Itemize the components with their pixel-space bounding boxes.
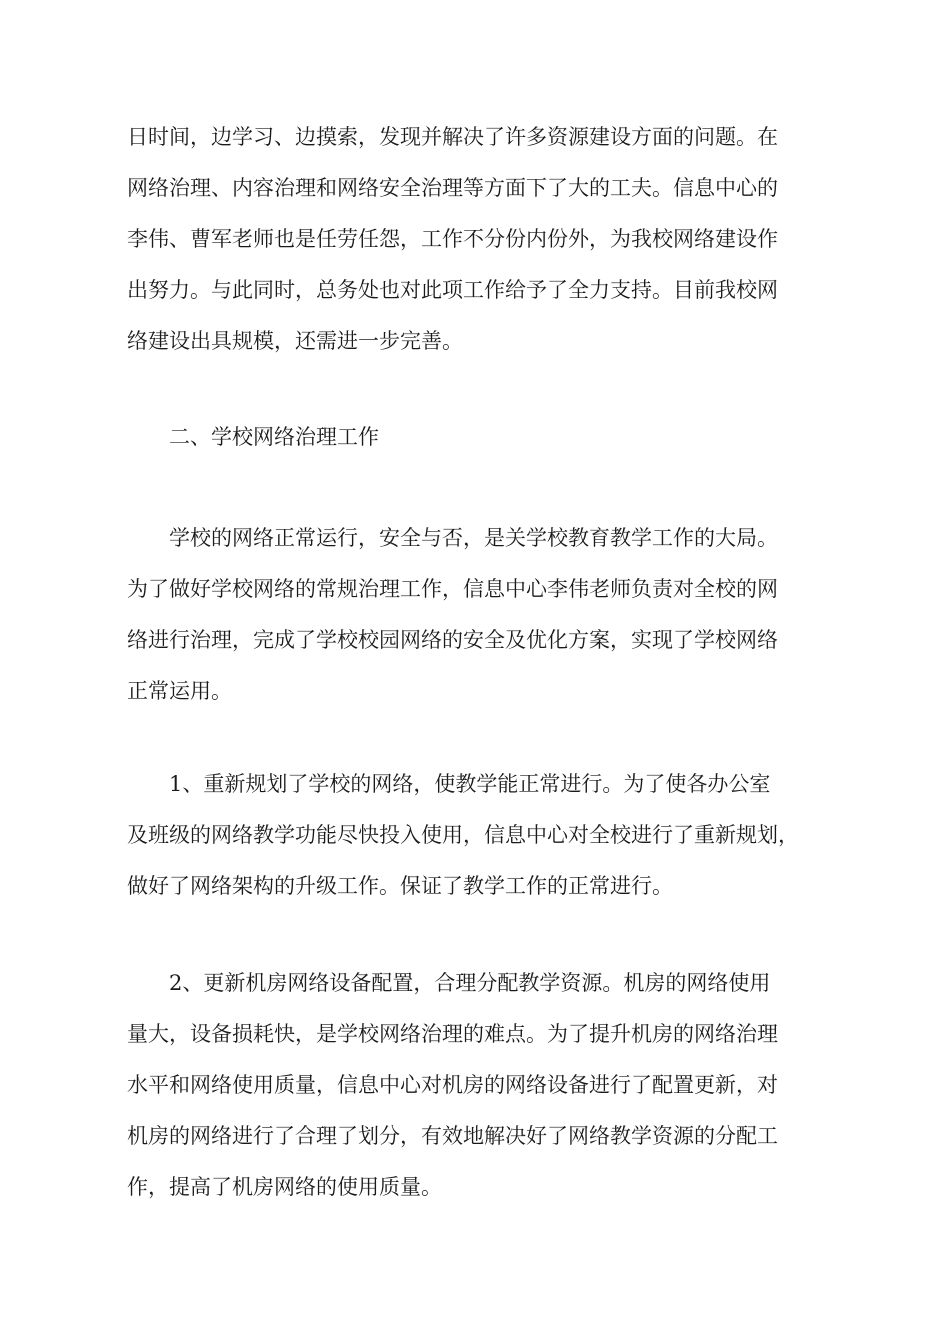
paragraph-network-building xyxy=(127,112,827,367)
text-line: 做好了网络架构的升级工作。保证了教学工作的正常进行。 xyxy=(127,874,673,898)
list-item-2-computer-lab-update xyxy=(127,958,827,1213)
text-line: 学校的网络正常运行，安全与否，是关学校教育教学工作的大局。 xyxy=(169,526,778,550)
text-line: 机房的网络进行了合理了划分，有效地解决好了网络教学资源的分配工 xyxy=(127,1124,778,1148)
paragraph-network-operation xyxy=(127,513,827,717)
text-line: 日时间，边学习、边摸索，发现并解决了许多资源建设方面的问题。在 xyxy=(127,125,778,149)
text-line: 1、重新规划了学校的网络，使教学能正常进行。为了使各办公室 xyxy=(169,772,771,796)
text-line: 正常运用。 xyxy=(127,679,232,703)
text-line: 及班级的网络教学功能尽快投入使用，信息中心对全校进行了重新规划， xyxy=(127,823,799,847)
text-line: 为了做好学校网络的常规治理工作，信息中心李伟老师负责对全校的网 xyxy=(127,577,778,601)
text-line: 李伟、曹军老师也是任劳任怨，工作不分份内份外，为我校网络建设作 xyxy=(127,227,778,251)
text-line: 络进行治理，完成了学校校园网络的安全及优化方案，实现了学校网络 xyxy=(127,628,778,652)
text-line: 量大，设备损耗快，是学校网络治理的难点。为了提升机房的网络治理 xyxy=(127,1022,778,1046)
list-item-1-network-replanning xyxy=(127,759,827,912)
text-line: 2、更新机房网络设备配置，合理分配教学资源。机房的网络使用 xyxy=(169,971,771,995)
section-heading-network-management xyxy=(169,412,869,463)
section-heading: 二、学校网络治理工作 xyxy=(169,425,379,449)
text-line: 作，提高了机房网络的使用质量。 xyxy=(127,1175,442,1199)
text-line: 网络治理、内容治理和网络安全治理等方面下了大的工夫。信息中心的 xyxy=(127,176,778,200)
text-line: 络建设出具规模，还需进一步完善。 xyxy=(127,329,463,353)
text-line: 出努力。与此同时，总务处也对此项工作给予了全力支持。目前我校网 xyxy=(127,278,778,302)
text-line: 水平和网络使用质量，信息中心对机房的网络设备进行了配置更新，对 xyxy=(127,1073,778,1097)
